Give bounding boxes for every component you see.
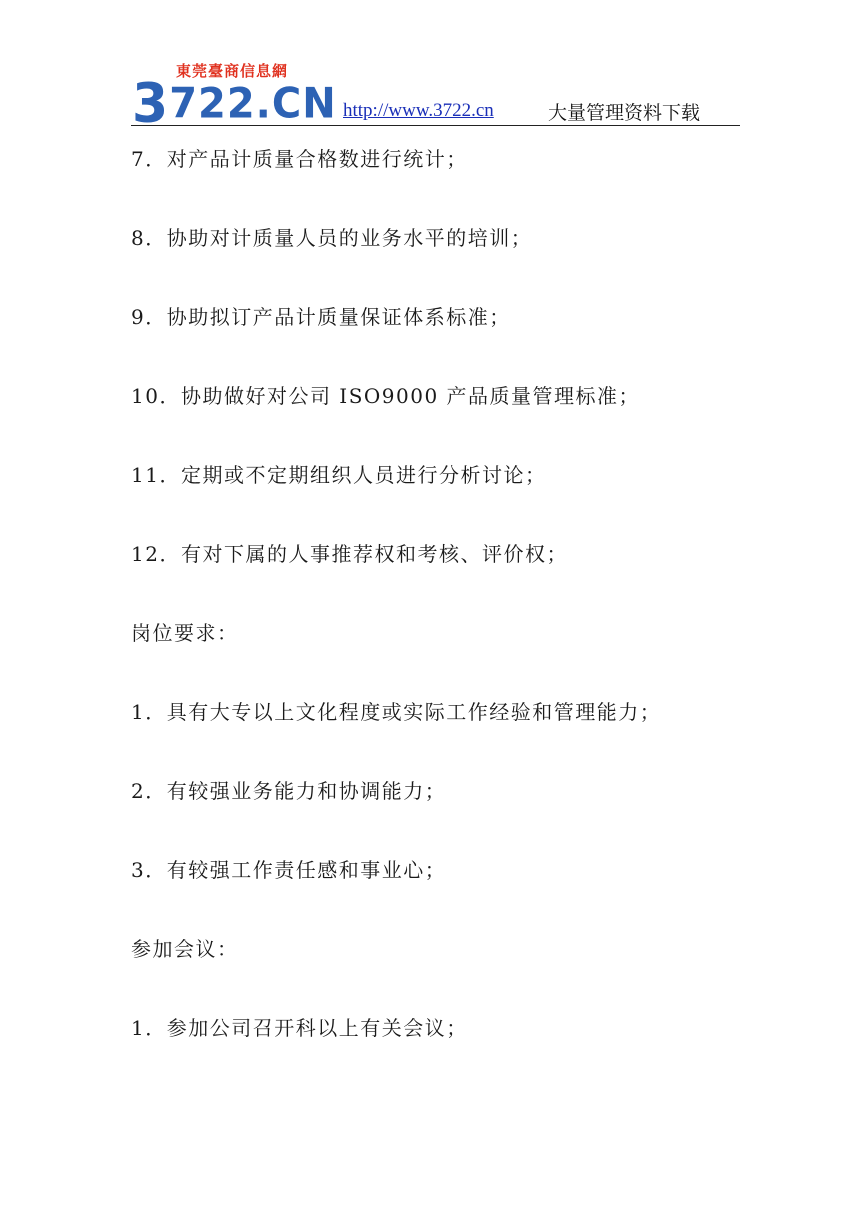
list-item: 2．有较强业务能力和协调能力； [131,779,447,803]
list-item: 10．协助做好对公司 ISO9000 产品质量管理标准； [131,384,641,408]
list-item: 11．定期或不定期组织人员进行分析讨论； [131,463,547,487]
site-url-link[interactable]: http://www.3722.cn [343,100,494,121]
list-item: 1．参加公司召开科以上有关会议； [131,1016,468,1040]
header-title: 大量管理资料下载 [548,102,701,124]
logo-domain: 722.CN [169,79,337,128]
header-divider [131,125,740,126]
site-logo[interactable] [132,58,337,136]
page-header [0,0,868,136]
list-item: 12．有对下属的人事推荐权和考核、评价权； [131,542,568,566]
list-item: 9．协助拟订产品计质量保证体系标准； [131,305,511,329]
section-heading: 参加会议： [131,937,239,961]
list-item: 1．具有大专以上文化程度或实际工作经验和管理能力； [131,700,662,724]
logo-subtitle: 東莞臺商信息網 [176,62,289,80]
section-heading: 岗位要求： [131,621,239,645]
list-item: 8．协助对计质量人员的业务水平的培训； [131,226,533,250]
logo-wordmark [132,68,337,136]
list-item: 3．有较强工作责任感和事业心； [131,858,447,882]
list-item: 7．对产品计质量合格数进行统计； [131,147,468,171]
logo-digit: 3 [132,72,170,136]
